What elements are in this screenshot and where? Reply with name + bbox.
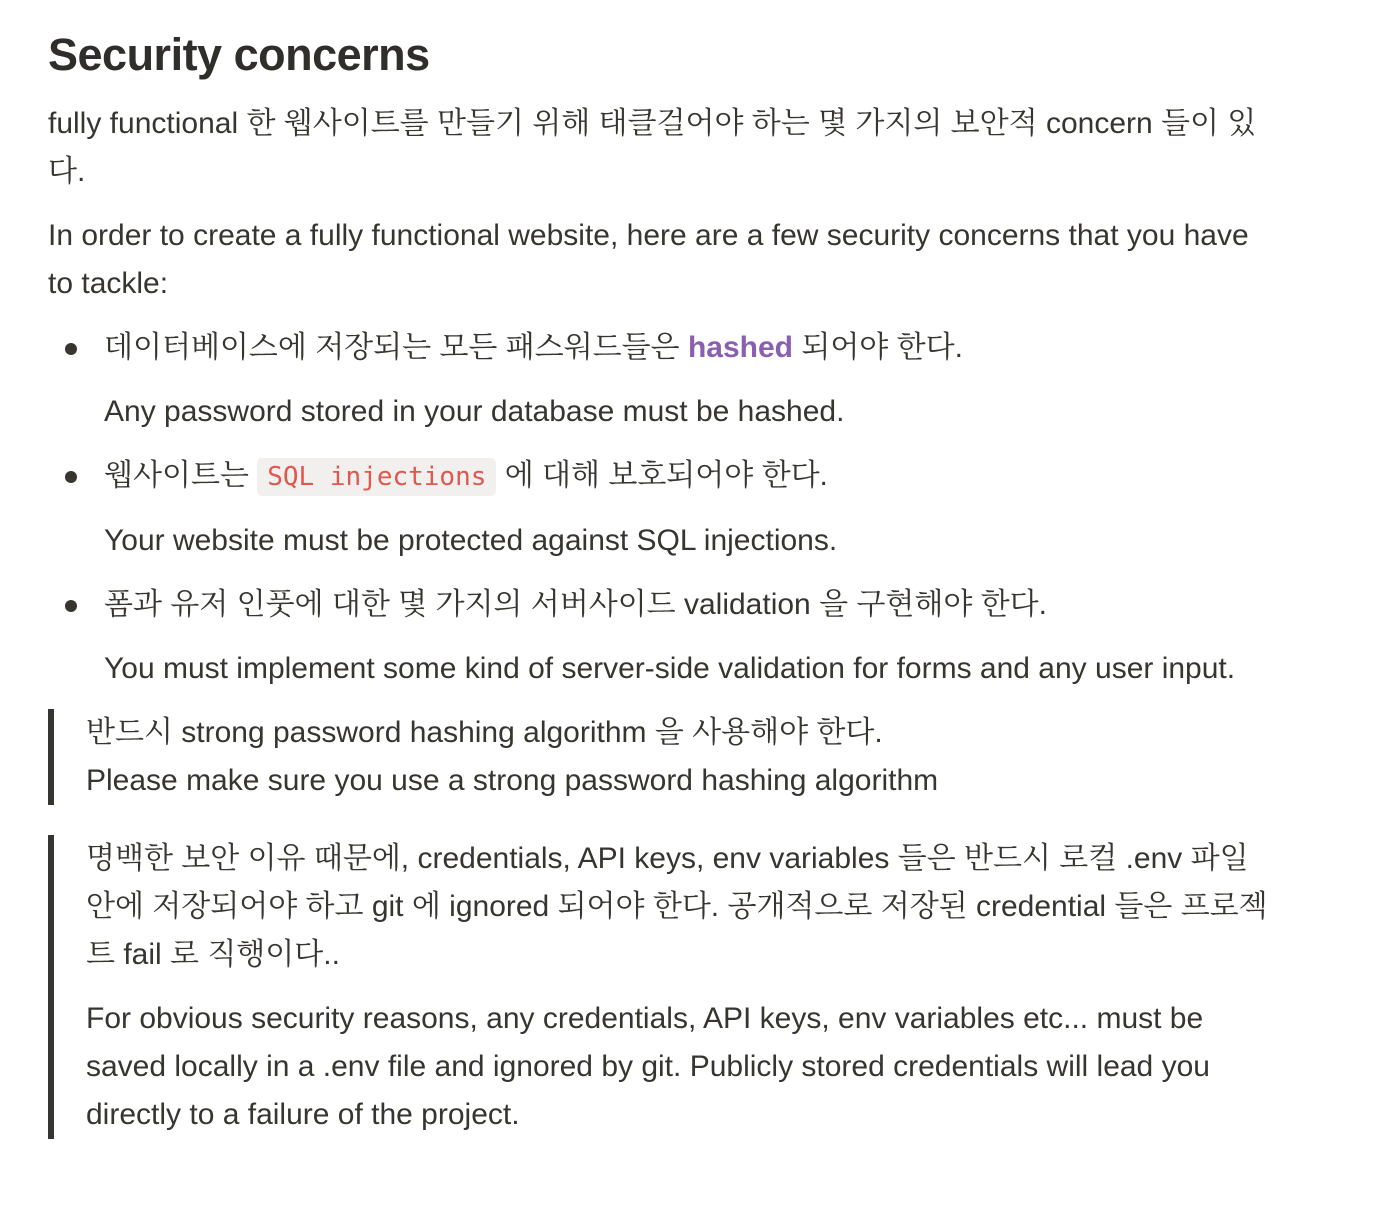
list-item-text: 웹사이트는 — [104, 459, 258, 492]
list-item-korean: 폼과 유저 인풋에 대한 몇 가지의 서버사이드 validation 을 구현해야 한다. — [104, 588, 1047, 621]
list-item-english: Any password stored in your database must be hashed. — [104, 395, 845, 428]
bullet-dot-icon — [65, 471, 77, 483]
list-item-password-hashing — [48, 324, 1278, 436]
intro-korean: fully functional 한 웹사이트를 만들기 위해 태클걸어야 하는 몇 가지의 보안적 concern 들이 있다. — [48, 107, 1257, 188]
inline-code-sql-injections: SQL injections — [257, 458, 496, 496]
list-item-korean — [104, 452, 1278, 501]
list-item-korean — [104, 324, 1278, 372]
blockquote-password-algorithm — [48, 709, 1278, 805]
list-item-text: 되어야 한다. — [793, 331, 963, 364]
list-item-server-validation — [48, 581, 1278, 693]
blockquote-credentials — [48, 835, 1278, 1139]
intro-english: In order to create a fully functional website, here are a few security concerns that you have to tackle: — [48, 219, 1249, 300]
highlight-hashed: hashed — [687, 331, 793, 364]
list-item-text: 에 대해 보호되어야 한다. — [496, 459, 828, 492]
security-concerns-list — [48, 324, 1278, 693]
quote-english: Please make sure you use a strong password hashing algorithm — [86, 764, 939, 797]
bullet-dot-icon — [65, 600, 77, 612]
quote-english: For obvious security reasons, any credentials, API keys, env variables etc... must be saved locally in a .env file and ignored by git. Publicly stored credentials will lead you directly to a failure of the project. — [86, 1002, 1210, 1131]
list-item-english: You must implement some kind of server-side validation for forms and any user input. — [104, 652, 1236, 685]
quote-korean: 명백한 보안 이유 때문에, credentials, API keys, env variables 들은 반드시 로컬 .env 파일 안에 저장되어야 하고 git 에 ignored 되어야 한다. 공개적으로 저장된 credential 들은 프로젝트 fail 로 직행이다.. — [86, 842, 1268, 971]
list-item-text: 데이터베이스에 저장되는 모든 패스워드들은 — [104, 331, 688, 364]
list-item-english: Your website must be protected against SQL injections. — [104, 524, 838, 557]
quote-korean: 반드시 strong password hashing algorithm 을 사용해야 한다. — [86, 716, 883, 749]
page-title: Security concerns — [48, 29, 430, 80]
list-item-sql-injections — [48, 452, 1278, 565]
bullet-dot-icon — [65, 343, 77, 355]
